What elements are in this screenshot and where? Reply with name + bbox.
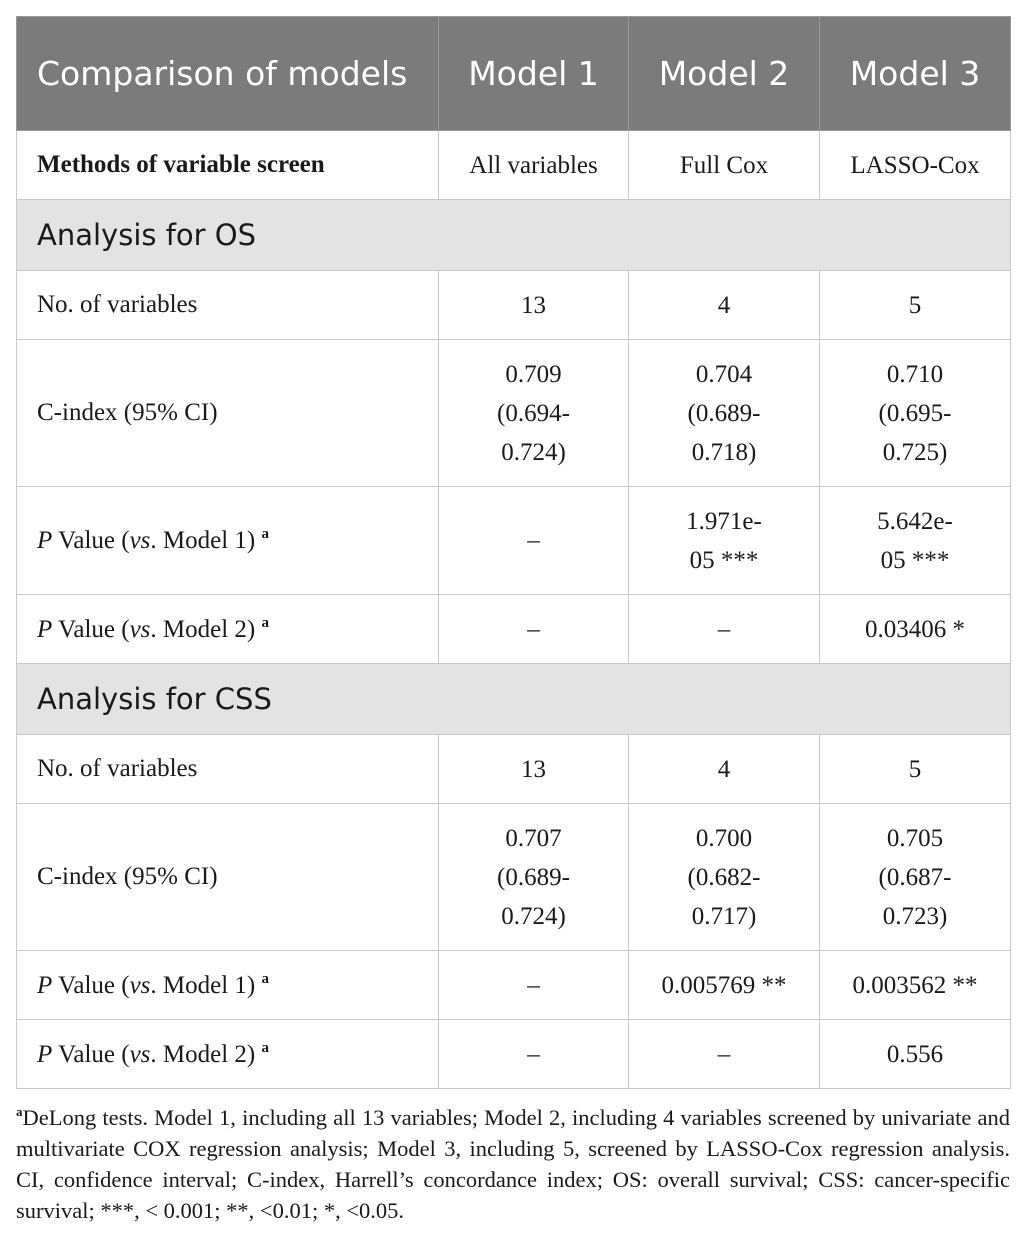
line: 0.709 [505, 360, 562, 388]
section-title-os: Analysis for OS [17, 200, 1011, 271]
table-row [17, 804, 1011, 951]
line: 0.724) [501, 438, 566, 466]
header-comparison-of-models: Comparison of models [17, 17, 439, 131]
row-label [17, 595, 439, 664]
table-row [17, 951, 1011, 1020]
table-row [17, 271, 1011, 340]
label-text: . Model 2) [150, 615, 262, 643]
vs-text: vs [129, 527, 151, 554]
table-row [17, 487, 1011, 595]
section-header-css [17, 664, 1011, 735]
section-title-css: Analysis for CSS [17, 664, 1011, 735]
row-label [17, 951, 439, 1020]
line: 1.971e- [686, 507, 762, 535]
methods-model-2: Full Cox [629, 131, 820, 200]
line: 0.717) [691, 902, 757, 930]
line: 05 *** [880, 546, 950, 574]
vs-text: vs [129, 1040, 151, 1068]
p-symbol: P [37, 615, 53, 643]
line: 0.723) [882, 902, 948, 930]
footnote-marker: a [261, 526, 270, 542]
line: (0.689- [497, 863, 570, 891]
footnote-marker: a [16, 1104, 23, 1119]
row-label: No. of variables [17, 735, 439, 804]
cell-value [820, 804, 1011, 951]
line: 05 *** [689, 546, 759, 574]
header-model-3: Model 3 [820, 17, 1011, 131]
vs-text: vs [129, 615, 151, 643]
line: (0.694- [497, 399, 570, 427]
footnote-text: DeLong tests. Model 1, including all 13 variables; Model 2, including 4 variables screened by univariate and multivariate COX regression analysis; Model 3, including 5, screened by LASSO-Cox regression analysis. CI, confidence interval; C-index, Harrell’s concordance index; OS: overall survival; CSS: cancer-specific survival; ***, < 0.001; **, <0.01; *, <0.05. [16, 1105, 1010, 1223]
line: 0.724) [501, 902, 566, 930]
cell-value: 13 [439, 271, 629, 340]
p-symbol: P [37, 971, 53, 999]
line: (0.689- [687, 399, 761, 427]
row-label [17, 487, 439, 595]
cell-value: – [439, 1020, 629, 1089]
cell-value [439, 340, 629, 487]
label-text: Value ( [52, 615, 130, 643]
cell-value: 4 [629, 735, 820, 804]
label-text: Value ( [52, 971, 130, 999]
p-symbol: P [37, 1040, 53, 1068]
cell-value: 5 [820, 735, 1011, 804]
line: 0.704 [695, 360, 753, 388]
cell-value [439, 487, 629, 595]
row-label: C-index (95% CI) [17, 804, 439, 951]
row-label: No. of variables [17, 271, 439, 340]
table-row [17, 1020, 1011, 1089]
cell-value [439, 804, 629, 951]
line: – [527, 527, 540, 554]
header-model-2: Model 2 [629, 17, 820, 131]
line: 0.718) [691, 438, 757, 466]
cell-value: 0.556 [820, 1020, 1011, 1089]
line: 0.700 [695, 824, 753, 852]
footnote-marker: a [261, 1039, 270, 1056]
label-text: . Model 1) [150, 527, 262, 554]
cell-value [629, 804, 820, 951]
row-label: C-index (95% CI) [17, 340, 439, 487]
line: (0.687- [878, 863, 952, 891]
cell-value: 0.005769 ** [629, 951, 820, 1020]
cell-value: – [439, 595, 629, 664]
cell-value: – [439, 951, 629, 1020]
footnote-marker: a [261, 970, 270, 987]
header-model-1: Model 1 [439, 17, 629, 131]
cell-value: 5 [820, 271, 1011, 340]
methods-model-3: LASSO-Cox [820, 131, 1011, 200]
row-label [17, 1020, 439, 1089]
label-text: Value ( [52, 527, 130, 554]
vs-text: vs [129, 971, 151, 999]
table-row [17, 340, 1011, 487]
line: (0.682- [687, 863, 761, 891]
footnote-marker: a [261, 614, 270, 631]
cell-value [820, 340, 1011, 487]
line: 0.710 [886, 360, 944, 388]
model-comparison-table [16, 16, 1011, 1089]
cell-value [629, 487, 820, 595]
table-row [17, 595, 1011, 664]
line: (0.695- [878, 399, 952, 427]
cell-value: – [629, 595, 820, 664]
line: 0.705 [886, 824, 944, 852]
methods-label: Methods of variable screen [17, 131, 439, 200]
line: 5.642e- [877, 507, 953, 535]
cell-value: 4 [629, 271, 820, 340]
table-footnote [16, 1096, 1010, 1226]
methods-row [17, 131, 1011, 200]
label-text: . Model 1) [150, 971, 262, 999]
p-symbol: P [37, 527, 53, 554]
methods-model-1: All variables [439, 131, 629, 200]
table-row [17, 735, 1011, 804]
cell-value: 0.03406 * [820, 595, 1011, 664]
label-text: Value ( [52, 1040, 130, 1068]
section-header-os [17, 200, 1011, 271]
table-header-row [17, 17, 1011, 131]
cell-value [629, 340, 820, 487]
label-text: . Model 2) [150, 1040, 262, 1068]
cell-value: – [629, 1020, 820, 1089]
line: 0.707 [505, 824, 562, 852]
cell-value [820, 487, 1011, 595]
line: 0.725) [882, 438, 948, 466]
cell-value: 13 [439, 735, 629, 804]
cell-value: 0.003562 ** [820, 951, 1011, 1020]
